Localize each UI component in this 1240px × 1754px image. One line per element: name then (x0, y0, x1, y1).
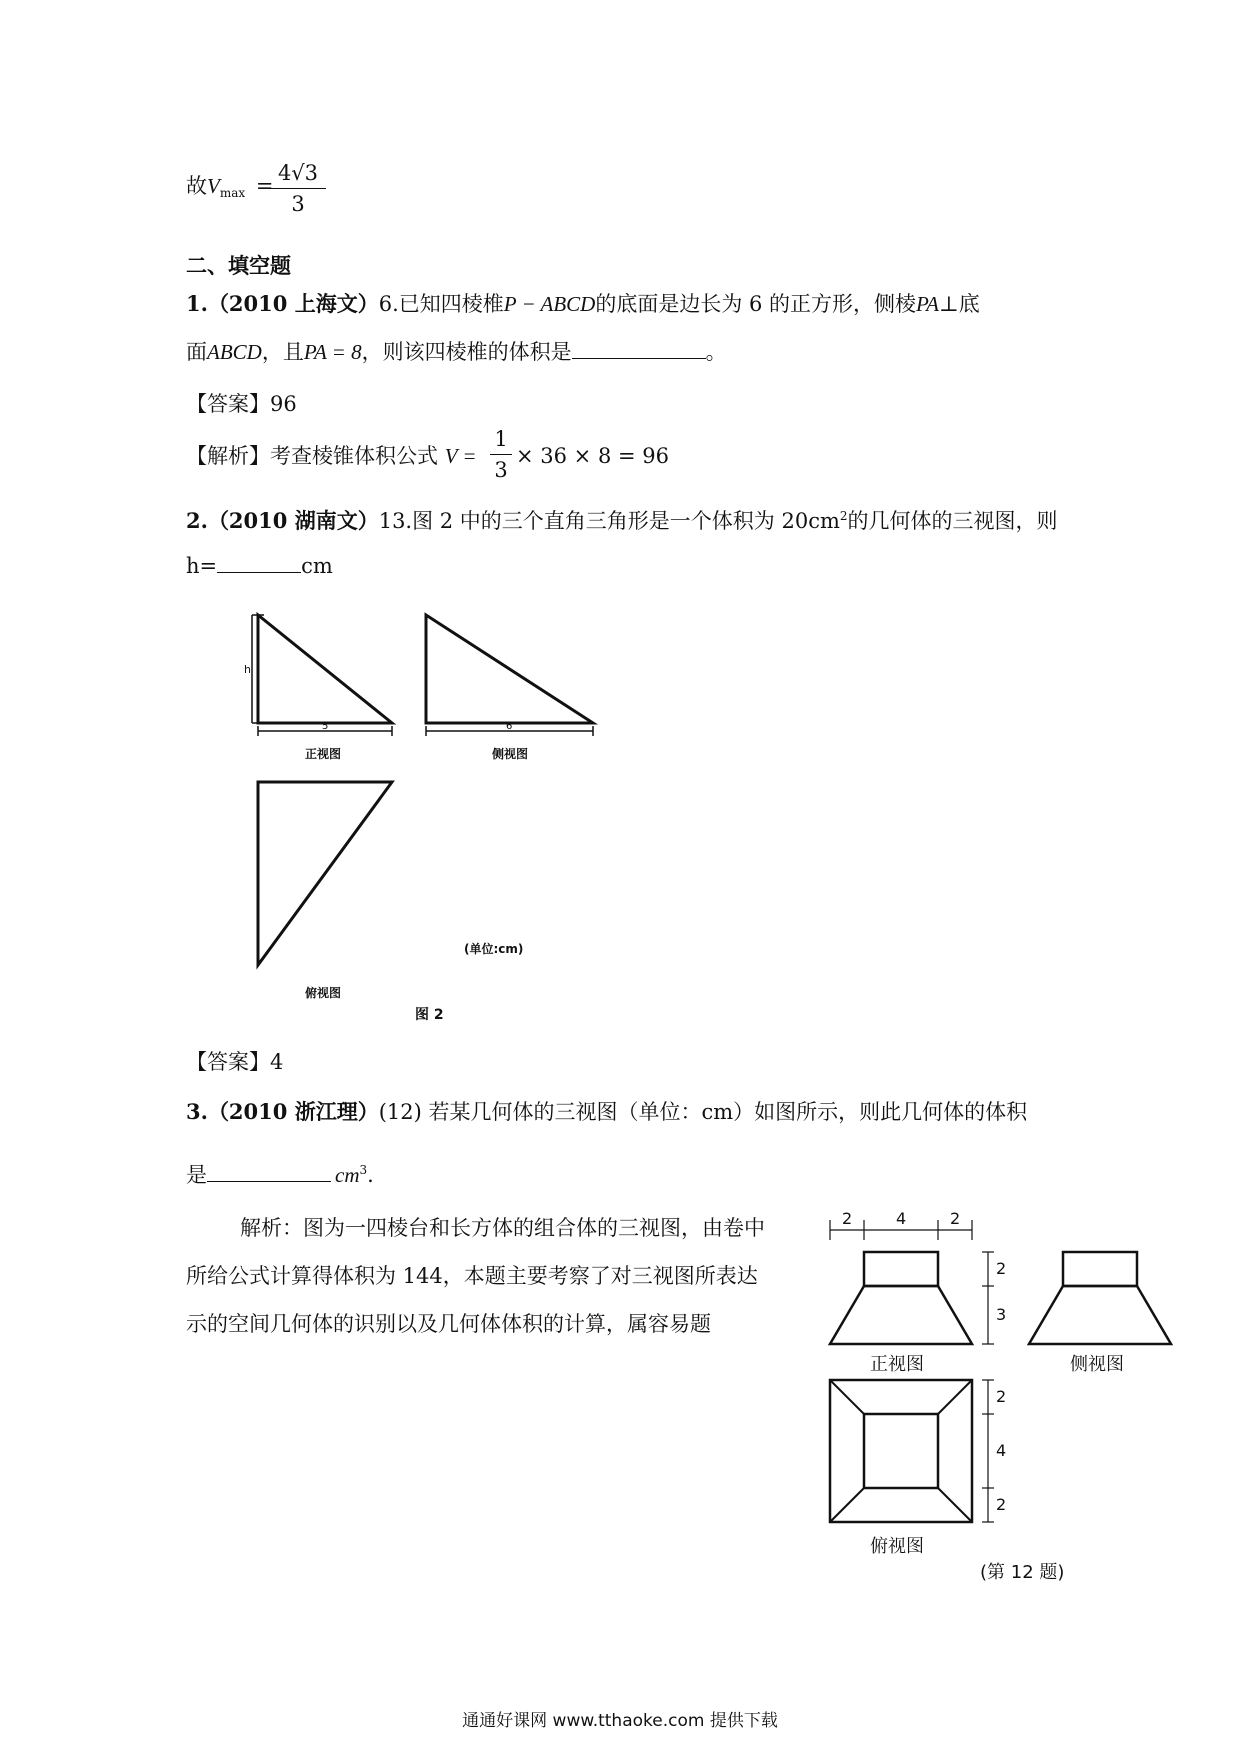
q3-side-label: 侧视图 (1070, 1354, 1124, 1375)
q2-line1 (186, 502, 1058, 535)
q1-math-abcd: ABCD (207, 340, 262, 364)
q2-answer (186, 1048, 283, 1076)
q1-source: （2010 上海文） (207, 291, 379, 316)
vmax-den: 3 (291, 192, 305, 216)
q1-frac-num: 1 (490, 424, 512, 455)
dim-top-2: 4 (896, 1209, 907, 1228)
q1-formula-left: V = (444, 444, 477, 468)
figure-12 (820, 1200, 1180, 1590)
dim-plan-3: 2 (996, 1495, 1007, 1514)
q3-line1 (186, 1098, 1027, 1126)
q3-unit-sup: 3 (359, 1163, 368, 1177)
q3-answer-blank (207, 1161, 331, 1182)
dim-side: 6 (506, 721, 513, 732)
q3-line2-a: 是 (186, 1163, 207, 1187)
dim-top-3: 2 (950, 1209, 961, 1228)
q2-text: 13.图 2 中的三个直角三角形是一个体积为 20cm (378, 509, 840, 533)
frustum-side-view (1029, 1252, 1171, 1344)
q1-line2-c: ，则该四棱椎的体积是 (361, 340, 572, 364)
q3-analysis-line-3: 示的空间几何体的识别以及几何体体积的计算，属容易题 (186, 1312, 711, 1336)
q1-formula-right: × 36 × 8 = 96 (516, 444, 669, 468)
q3-front-label: 正视图 (870, 1354, 924, 1375)
q1-analysis (186, 442, 477, 470)
q1-math-pabcd: P − ABCD (503, 292, 596, 316)
q2-unit: cm (301, 554, 333, 578)
unit-label: (单位:cm) (464, 942, 524, 956)
dim-plan-1: 2 (996, 1387, 1007, 1406)
dim-h: h (244, 663, 251, 676)
vmax-formula (186, 172, 277, 207)
q1-math-pa: PA (916, 292, 939, 316)
q1-answer-value: 96 (270, 392, 297, 416)
page-footer: 通通好课网 www.tthaoke.com 提供下载 (462, 1711, 778, 1731)
q3-line2 (186, 1156, 374, 1189)
q1-frac-den: 3 (494, 458, 508, 482)
q3-number: 3. (186, 1099, 208, 1124)
q3-analysis-line-2: 所给公式计算得体积为 144，本题主要考察了对三视图所表达 (186, 1264, 758, 1288)
q1-text-a: 6.已知四棱椎 (378, 292, 504, 316)
vmax-prefix: 故 (186, 174, 207, 198)
frustum-front-view (830, 1252, 972, 1344)
side-view (426, 615, 593, 761)
figure-2 (230, 605, 610, 1025)
q1-text-b: 的底面是边长为 6 的正方形，侧棱 (595, 292, 917, 316)
q1-line2-end: 。 (705, 340, 727, 364)
dim-top-1: 2 (842, 1209, 853, 1228)
q3-fig-caption: (第 12 题) (980, 1562, 1065, 1583)
q1-math-pa8: PA = 8 (303, 340, 362, 364)
q1-text-c: ⊥底 (939, 292, 980, 316)
q2-answer-label: 【答案】 (186, 1050, 270, 1074)
q2-answer-value: 4 (270, 1050, 284, 1074)
q1-answer-label: 【答案】 (186, 392, 270, 416)
frustum-plan-view (830, 1380, 972, 1522)
q3-text: (12) 若某几何体的三视图（单位：cm）如图所示，则此几何体的体积 (378, 1100, 1028, 1124)
q1-formula-frac (490, 424, 512, 485)
q2-answer-blank (217, 552, 301, 573)
q2-text-b: 的几何体的三视图，则 (847, 509, 1058, 533)
q2-number: 2. (186, 508, 208, 533)
q1-answer (186, 390, 297, 418)
vmax-var: V (207, 174, 220, 198)
q1-line1 (186, 290, 980, 318)
q3-source: （2010 浙江理） (207, 1099, 379, 1124)
vmax-num: 4√3 (270, 158, 326, 189)
dim-front-1: 2 (996, 1259, 1007, 1278)
q2-source: （2010 湖南文） (207, 508, 379, 533)
front-view-label: 正视图 (305, 747, 342, 761)
section-title: 二、填空题 (186, 253, 291, 278)
q1-number: 1. (186, 291, 208, 316)
front-view (244, 615, 392, 761)
q1-analysis-label: 【解析】 (186, 444, 270, 468)
q1-line2-b: ，且 (261, 340, 304, 364)
q3-analysis-line-1: 解析：图为一四棱台和长方体的组合体的三视图，由卷中 (240, 1216, 765, 1240)
vmax-sub: max (219, 186, 246, 200)
figure-caption: 图 2 (415, 1007, 444, 1023)
q1-line2 (186, 338, 727, 366)
top-view-label: 俯视图 (305, 986, 342, 1000)
q1-answer-blank (572, 338, 706, 359)
q3-line2-end: . (367, 1163, 374, 1187)
dim-plan-2: 4 (996, 1441, 1007, 1460)
top-view (258, 782, 392, 1000)
q3-unit: cm (335, 1163, 360, 1187)
dim-front: 5 (322, 721, 329, 732)
q2-sup: 2 (839, 509, 848, 523)
side-view-label: 侧视图 (492, 747, 529, 761)
vmax-fraction (270, 158, 326, 219)
q2-line2 (186, 552, 333, 580)
q1-analysis-text: 考查棱锥体积公式 (270, 444, 438, 468)
q1-line2-a: 面 (186, 340, 207, 364)
dim-front-2: 3 (996, 1305, 1007, 1324)
vmax-eq: = (255, 174, 274, 198)
q2-h: h= (186, 554, 218, 578)
q3-plan-label: 俯视图 (870, 1536, 924, 1557)
